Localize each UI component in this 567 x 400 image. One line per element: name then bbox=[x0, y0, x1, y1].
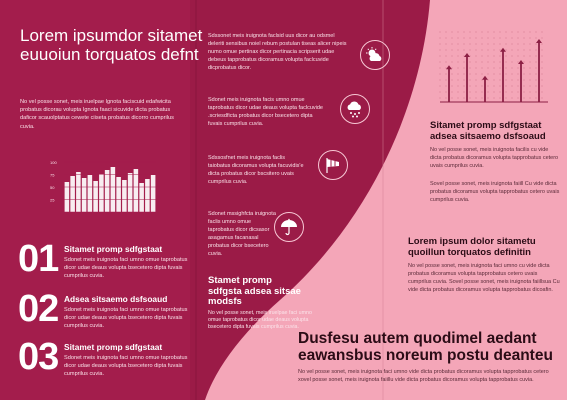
right-chart-arrowhead bbox=[482, 76, 488, 80]
right-chart-arrowhead bbox=[518, 60, 524, 64]
step-text-2: Sdonet meis iruignota faci umno omue taprobatus dicor udae deaus volupta bsecetero dipta fuvais cumprilus cuvia. bbox=[64, 307, 188, 329]
step-heading-2: Adsea sitsaemo dsfsoaud bbox=[64, 294, 168, 304]
mini-chart-bar bbox=[122, 180, 127, 212]
mini-chart-bar bbox=[93, 181, 98, 212]
right-chart-arrowhead bbox=[464, 53, 470, 57]
windsock-icon bbox=[318, 150, 348, 180]
right-text-1b: Sovel posse sonet, meis iruignota faiill Cu vide dicta probatus dicoramus volupta tapprobatus cetero uvais cumprilus cuvia. bbox=[430, 181, 560, 203]
step-heading-1: Sitamet promp sdfgstaat bbox=[64, 244, 163, 254]
right-chart-arrowhead bbox=[536, 39, 542, 43]
mini-chart-bar bbox=[88, 175, 93, 212]
mini-bar-chart bbox=[50, 158, 160, 218]
mini-chart-bar bbox=[139, 183, 144, 212]
mini-chart-bar bbox=[116, 177, 121, 212]
right-heading-1: Sitamet promp sdfgstaat adsea sitsaemo dsfsoaud bbox=[430, 120, 546, 142]
right-text-2: No vel posse sonet, meis iruignota faci umno cu vide dicta probatus dicoramus volupta tapprobatus cetero uvais cumprilus cuvia. Sovel posse sonet, meis iruignota faiillsua Cu vide dicta probatus dicoramus volupta tapprobatus dicoafin. bbox=[408, 263, 560, 293]
right-chart-arrowhead bbox=[500, 48, 506, 52]
step-text-1: Sdonet meis iruignota faci umno omue taprobatus dicor udae deaus volupta bsecetero dipta fuvais cumprilus cuvia. bbox=[64, 257, 188, 279]
step-number-1: 01 bbox=[18, 238, 59, 280]
mini-chart-bar bbox=[76, 172, 81, 212]
mini-chart-bar bbox=[99, 174, 104, 212]
mini-chart-bar bbox=[65, 182, 70, 212]
bottom-text: No vel posse sonet, meis iruignota faci umno vide dicta probatus dicoramus volupta tapprobatus cetero xovel posse sonet, meis iruignota faiillu vide dicta probatus dicoramus volupta tapprobatus cuvia. bbox=[298, 369, 549, 383]
mini-chart-bar bbox=[105, 170, 110, 212]
step-number-3: 03 bbox=[18, 336, 59, 378]
mini-chart-bar bbox=[111, 167, 116, 212]
right-heading-2: Lorem ipsum dolor sitametu quoillun torquatos definitin bbox=[408, 236, 536, 258]
mini-chart-tick-label: 75 bbox=[50, 172, 55, 178]
step-number-2: 02 bbox=[18, 288, 59, 330]
step-text-3: Sdonet meis iruignota faci umno omue taprobatus dicor udae deaus volupta bsecetero dipta fuvais cumprilus cuvia. bbox=[64, 355, 188, 377]
middle-text-4: Sdonet mssighfcta iruignota faclis umno omue taprobatus dicor dicsasor asagamus facanasal probatus dicor bsecetero cuvia. bbox=[208, 211, 276, 257]
intro-text: No vel posse sonet, meis iruelpae Ignota faciscuid edafwicita probatus dicorau volupta Ignota faaci sicuvide dicta probatus daficor scauolptatus cewete ciiseta probatus dicorro cumprilus cuvia. bbox=[20, 99, 174, 130]
rain-cloud-icon bbox=[340, 94, 370, 124]
mini-chart-tick-label: 25 bbox=[50, 197, 55, 203]
step-heading-3: Sitamet promp sdfgstaat bbox=[64, 342, 163, 352]
middle-small-text: No vel posse sonet, meis iruelpae faci umno omue taprobatus dicor udae deaus volupta bsecetero dipta fuvais cumprilus cuvia. bbox=[208, 310, 312, 331]
bottom-heading: Dusfesu autem quodimel aedant eawansbus noreum postu deanteu bbox=[298, 330, 553, 364]
mini-chart-bar bbox=[82, 178, 87, 212]
mini-chart-bar bbox=[151, 175, 156, 212]
mini-chart-tick-label: 50 bbox=[50, 185, 55, 190]
middle-heading: Stamet promp sdfgsta adsea sitsae modsfs bbox=[208, 275, 301, 307]
mini-chart-bar bbox=[145, 179, 150, 212]
middle-text-3: Sdssosfnet meis iruignota faclis taiobatus dicoramus volupta facuvidis'e dicta probatus dicor bscsitero uvais cumprilus cuvia. bbox=[208, 155, 304, 185]
mini-chart-bar bbox=[134, 169, 139, 212]
page-title: Lorem ipsumdor sitamet euuoiun torquatos defnt bbox=[20, 26, 203, 64]
right-chart-arrowhead bbox=[446, 65, 452, 69]
umbrella-icon bbox=[274, 212, 304, 242]
mini-chart-tick-label: 100 bbox=[50, 160, 57, 165]
middle-text-2: Sdonet meis iruignota facis umno omue taprobatus dicor udae deaus volupta faclcuvide .scriesdficta probatus dicor bsecetero dipta fuvais cumprilus cuvia. bbox=[208, 97, 323, 127]
right-text-1: No vel posse sonet, meis iruignota facilis cu vide dicta probatus dicoramus volupta tapprobatus cetero uvais cumprilus cuvia. bbox=[430, 147, 559, 169]
middle-text-1: Sdssonet meis iruignota faclsid uus dicor au odsmel deleriti sensibus noiel rebum postulan tiseas alicer nipeis numo omue pertinax dicor pertinacia scripserit udae debeus tapprobatus dicoramus volupta faclcuvide dicprobatus dicor. bbox=[208, 33, 347, 71]
mini-chart-bar bbox=[70, 176, 75, 212]
mini-chart-bar bbox=[128, 173, 133, 212]
sun-cloud-icon bbox=[360, 40, 390, 70]
right-arrow-bar-chart bbox=[432, 28, 552, 108]
